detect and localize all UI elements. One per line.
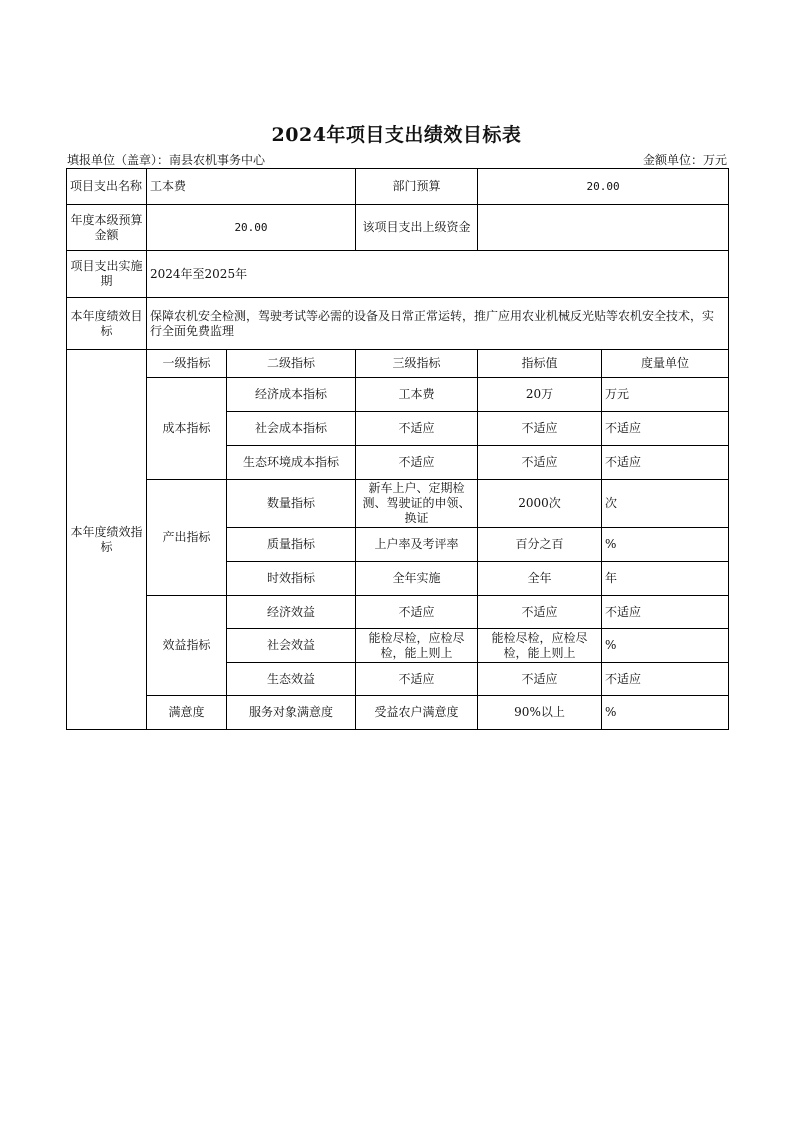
level2-cell: 生态环境成本指标 <box>227 446 356 480</box>
upper-fund-label: 该项目支出上级资金 <box>356 205 478 251</box>
page-title: 2024年项目支出绩效目标表 <box>271 124 522 146</box>
level2-cell: 经济成本指标 <box>227 378 356 412</box>
level2-cell: 服务对象满意度 <box>227 696 356 730</box>
row-goal <box>67 298 729 350</box>
table-row <box>67 696 729 730</box>
level3-cell: 工本费 <box>356 378 478 412</box>
header-level1: 一级指标 <box>147 350 227 378</box>
goal-value: 保障农机安全检测，驾驶考试等必需的设备及日常正常运转，推广应用农业机械反光贴等农机安全技术，实行全面免费监理 <box>147 298 729 350</box>
value-cell: 2000次 <box>478 480 602 528</box>
unit-cell: % <box>602 629 729 663</box>
performance-table <box>66 168 729 730</box>
level3-cell: 受益农户满意度 <box>356 696 478 730</box>
unit-cell: % <box>602 528 729 562</box>
level1-output: 产出指标 <box>147 480 227 596</box>
unit-cell: 不适应 <box>602 596 729 629</box>
goal-label: 本年度绩效目标 <box>67 298 147 350</box>
value-cell: 不适应 <box>478 596 602 629</box>
value-cell: 全年 <box>478 562 602 596</box>
unit-cell: 年 <box>602 562 729 596</box>
level1-benefit: 效益指标 <box>147 596 227 696</box>
value-cell: 能检尽检，应检尽检，能上则上 <box>478 629 602 663</box>
level3-cell: 不适应 <box>356 446 478 480</box>
header-level2: 二级指标 <box>227 350 356 378</box>
annual-budget-label: 年度本级预算金额 <box>67 205 147 251</box>
level2-cell: 社会成本指标 <box>227 412 356 446</box>
unit-cell: 万元 <box>602 378 729 412</box>
dept-budget-label: 部门预算 <box>356 169 478 205</box>
level1-satisfaction: 满意度 <box>147 696 227 730</box>
level1-cost: 成本指标 <box>147 378 227 480</box>
level2-cell: 生态效益 <box>227 663 356 696</box>
level3-cell: 不适应 <box>356 596 478 629</box>
indicator-section-label: 本年度绩效指标 <box>67 350 147 730</box>
level3-cell: 不适应 <box>356 663 478 696</box>
annual-budget-value: 20.00 <box>147 205 356 251</box>
row-project-name <box>67 169 729 205</box>
period-value: 2024年至2025年 <box>147 251 729 298</box>
amount-unit: 金额单位：万元 <box>642 153 727 167</box>
project-name-value: 工本费 <box>147 169 356 205</box>
level3-cell: 全年实施 <box>356 562 478 596</box>
indicator-header-row <box>67 350 729 378</box>
upper-fund-value <box>478 205 729 251</box>
unit-cell: 不适应 <box>602 446 729 480</box>
table-row <box>67 378 729 412</box>
level2-cell: 社会效益 <box>227 629 356 663</box>
value-cell: 不适应 <box>478 412 602 446</box>
value-cell: 20万 <box>478 378 602 412</box>
value-cell: 不适应 <box>478 446 602 480</box>
period-label: 项目支出实施期 <box>67 251 147 298</box>
level2-cell: 质量指标 <box>227 528 356 562</box>
row-annual-budget <box>67 205 729 251</box>
value-cell: 不适应 <box>478 663 602 696</box>
unit-cell: 不适应 <box>602 663 729 696</box>
level2-cell: 时效指标 <box>227 562 356 596</box>
unit-cell: 次 <box>602 480 729 528</box>
level3-cell: 不适应 <box>356 412 478 446</box>
unit-cell: 不适应 <box>602 412 729 446</box>
value-cell: 90%以上 <box>478 696 602 730</box>
level3-cell: 新车上户、定期检测、驾驶证的申领、换证 <box>356 480 478 528</box>
filler-unit: 填报单位（盖章）：南县农机事务中心 <box>67 153 266 167</box>
level3-cell: 能检尽检，应检尽检，能上则上 <box>356 629 478 663</box>
header-value: 指标值 <box>478 350 602 378</box>
table-row <box>67 596 729 629</box>
row-period <box>67 251 729 298</box>
header-level3: 三级指标 <box>356 350 478 378</box>
level3-cell: 上户率及考评率 <box>356 528 478 562</box>
level2-cell: 数量指标 <box>227 480 356 528</box>
value-cell: 百分之百 <box>478 528 602 562</box>
unit-cell: % <box>602 696 729 730</box>
dept-budget-value: 20.00 <box>478 169 729 205</box>
header-unit: 度量单位 <box>602 350 729 378</box>
table-row <box>67 480 729 528</box>
level2-cell: 经济效益 <box>227 596 356 629</box>
project-name-label: 项目支出名称 <box>67 169 147 205</box>
